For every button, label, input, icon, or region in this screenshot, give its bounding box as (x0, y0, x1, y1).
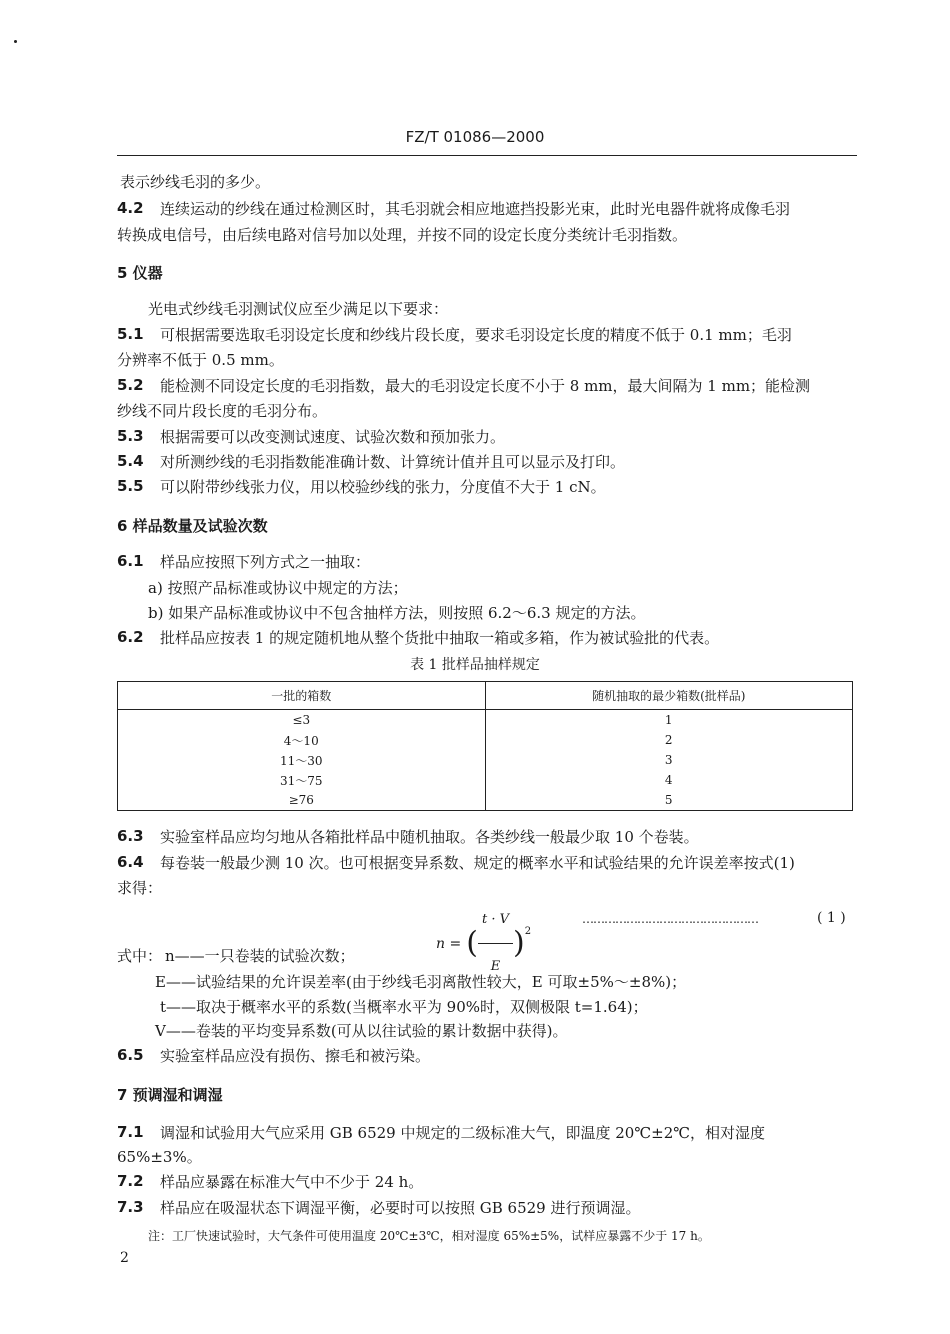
clause-text: 实验室样品应均匀地从各箱批样品中随机抽取。各类纱线一般最少取 10 个卷装。 (160, 828, 699, 846)
clause-number: 6.3 (117, 827, 144, 845)
variable-definition: n——一只卷装的试验次数； (165, 947, 355, 965)
clause-number: 5.2 (117, 376, 144, 394)
table-cell: 3 (664, 753, 673, 767)
sampling-table (117, 681, 853, 811)
table-header-cell: 一批的箱数 (118, 682, 486, 710)
table-cell: 5 (664, 793, 673, 807)
section-heading: 7 预调湿和调湿 (117, 1086, 223, 1104)
table-cell: 31～75 (118, 770, 486, 790)
clause-text: 求得： (117, 879, 163, 897)
formula-denominator: E (490, 959, 501, 974)
clause-text: 可根据需要选取毛羽设定长度和纱线片段长度，要求毛羽设定长度的精度不低于 0.1 mm；毛羽 (160, 326, 792, 344)
clause-number: 5.4 (117, 452, 144, 470)
table-cell: ≥76 (118, 790, 486, 811)
note: 注：工厂快速试验时，大气条件可使用温度 20℃±3℃，相对湿度 65%±5%，试样应暴露不少于 17 h。 (148, 1229, 710, 1243)
variable-definition: t——取决于概率水平的系数(当概率水平为 90%时，双侧极限 t=1.64)； (160, 998, 648, 1016)
formula-paren-close: ) (513, 925, 525, 961)
table-cell: 1 (664, 713, 673, 727)
clause-text: 纱线不同片段长度的毛羽分布。 (117, 402, 328, 420)
section-heading: 5 仪器 (117, 264, 163, 282)
table-cell: 4～10 (118, 730, 486, 750)
formula-exponent: 2 (524, 926, 532, 937)
table-cell: 11～30 (118, 750, 486, 770)
clause-number: 4.2 (117, 199, 144, 217)
clause-number: 7.3 (117, 1198, 144, 1216)
table-header-cell: 随机抽取的最少箱数(批样品) (485, 682, 853, 710)
scan-mark (14, 40, 17, 43)
table-row (118, 770, 853, 790)
clause-number: 6.2 (117, 628, 144, 646)
clause-text: 65%±3%。 (117, 1148, 202, 1166)
clause-text: 对所测纱线的毛羽指数能准确计数、计算统计值并且可以显示及打印。 (160, 453, 626, 471)
clause-number: 6.4 (117, 853, 144, 871)
variable-definition: E——试验结果的允许误差率(由于纱线毛羽离散性较大，E 可取±5%～±8%)； (155, 973, 687, 991)
formula-number: ( 1 ) (817, 910, 846, 926)
formula-leader-dots: ………………………………………… (582, 912, 758, 926)
clause-text: 可以附带纱线张力仪，用以校验纱线的张力，分度值不大于 1 cN。 (160, 478, 606, 496)
clause-number: 7.2 (117, 1172, 144, 1190)
clause-text: 分辨率不低于 0.5 mm。 (117, 351, 284, 369)
where-heading: 式中： (117, 947, 163, 965)
clause-text: 连续运动的纱线在通过检测区时，其毛羽就会相应地遮挡投影光束，此时光电器件就将成像毛羽 (160, 200, 791, 218)
section-heading: 6 样品数量及试验次数 (117, 517, 268, 535)
paragraph-line: 光电式纱线毛羽测试仪应至少满足以下要求： (148, 300, 449, 318)
clause-text: 样品应按照下列方式之一抽取： (160, 553, 371, 571)
list-item: a) 按照产品标准或协议中规定的方法； (148, 579, 408, 597)
paragraph-line: 表示纱线毛羽的多少。 (120, 173, 271, 191)
table-caption: 表 1 批样品抽样规定 (410, 657, 540, 673)
clause-text: 实验室样品应没有损伤、擦毛和被污染。 (160, 1047, 431, 1065)
clause-text: 批样品应按表 1 的规定随机地从整个货批中抽取一箱或多箱，作为被试验批的代表。 (160, 629, 720, 647)
table-header-row (118, 682, 853, 710)
clause-number: 6.5 (117, 1046, 144, 1064)
variable-definition: V——卷装的平均变异系数(可从以往试验的累计数据中获得)。 (155, 1022, 568, 1040)
table-cell: 2 (664, 733, 673, 747)
table-cell: 4 (664, 773, 673, 787)
table-row (118, 750, 853, 770)
list-item: b) 如果产品标准或协议中不包含抽样方法，则按照 6.2～6.3 规定的方法。 (148, 604, 646, 622)
page-number: 2 (120, 1250, 129, 1266)
clause-text: 转换成电信号，由后续电路对信号加以处理，并按不同的设定长度分类统计毛羽指数。 (117, 226, 688, 244)
table-row (118, 790, 853, 811)
formula-paren-open: ( (466, 925, 479, 961)
table-row (118, 710, 853, 731)
standard-code-header: FZ/T 01086—2000 (405, 128, 545, 146)
formula-lhs: n = (436, 936, 462, 952)
clause-number: 5.5 (117, 477, 144, 495)
clause-text: 每卷装一般最少测 10 次。也可根据变异系数、规定的概率水平和试验结果的允许误差率按式(1) (160, 854, 795, 872)
clause-number: 5.1 (117, 325, 144, 343)
table-row (118, 730, 853, 750)
clause-text: 样品应在吸湿状态下调湿平衡，必要时可以按照 GB 6529 进行预调湿。 (160, 1199, 641, 1217)
clause-text: 调湿和试验用大气应采用 GB 6529 中规定的二级标准大气，即温度 20℃±2℃，相对湿度 (160, 1124, 766, 1142)
clause-text: 能检测不同设定长度的毛羽指数，最大的毛羽设定长度不小于 8 mm，最大间隔为 1 mm；能检测 (160, 377, 811, 395)
clause-number: 6.1 (117, 552, 144, 570)
formula-numerator: t · V (478, 897, 513, 944)
clause-number: 7.1 (117, 1123, 144, 1141)
clause-text: 样品应暴露在标准大气中不少于 24 h。 (160, 1173, 424, 1191)
formula (436, 897, 532, 974)
clause-number: 5.3 (117, 427, 144, 445)
header-rule (117, 155, 857, 156)
table-cell: ≤3 (118, 710, 486, 731)
clause-text: 根据需要可以改变测试速度、试验次数和预加张力。 (160, 428, 506, 446)
